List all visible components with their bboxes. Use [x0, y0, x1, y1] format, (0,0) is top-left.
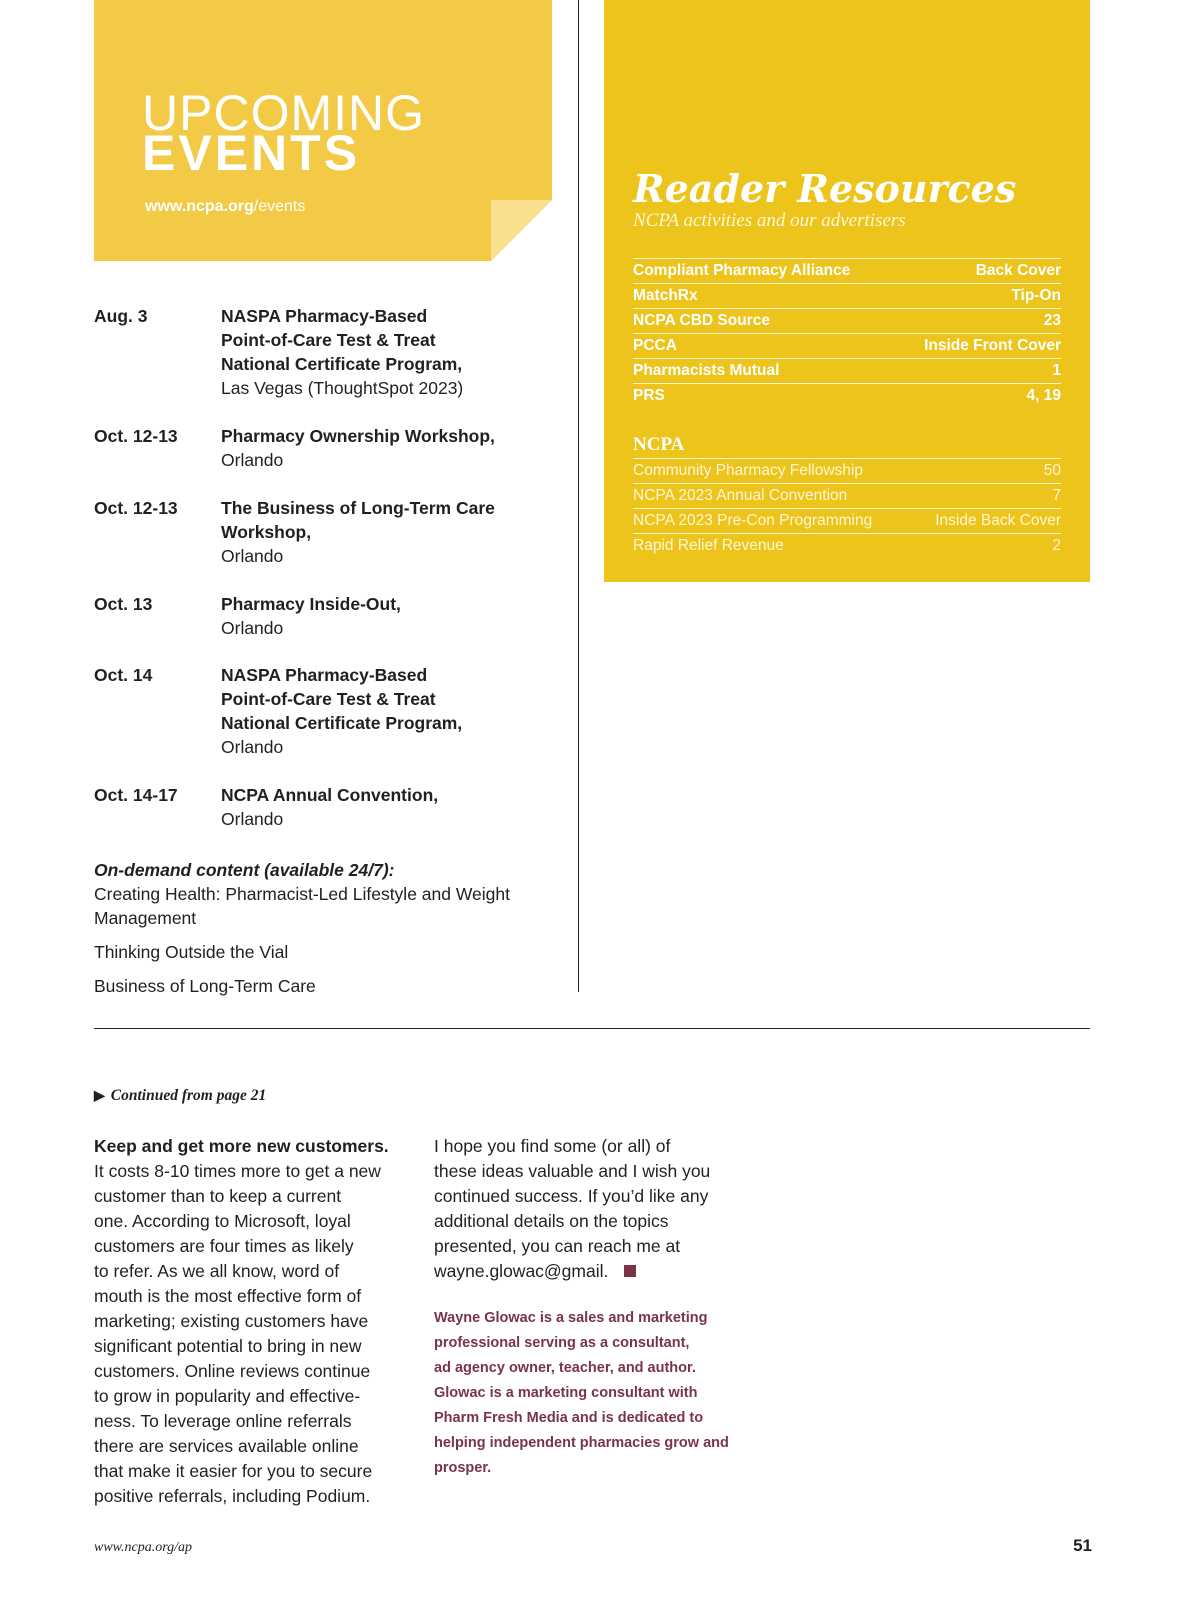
resource-page: Inside Back Cover	[935, 512, 1061, 529]
events-title-upcoming: UPCOMING	[142, 85, 425, 141]
resource-name: NCPA 2023 Annual Convention	[633, 487, 848, 504]
on-demand-item: Business of Long-Term Care	[94, 976, 316, 996]
events-url-domain: www.ncpa.org	[145, 198, 254, 215]
continued-from-note	[94, 1087, 266, 1105]
article-line: to grow in popularity and effective-	[94, 1386, 361, 1406]
article-line: positive referrals, including Podium.	[94, 1486, 371, 1506]
advertiser-page: Back Cover	[975, 262, 1061, 279]
article-line: customers. Online reviews continue	[94, 1361, 371, 1381]
article-line: customers are four times as likely	[94, 1236, 354, 1256]
advertiser-row	[633, 283, 1061, 308]
event-title-line: Workshop,	[221, 522, 312, 542]
play-triangle-icon: ▶	[94, 1089, 105, 1104]
advertiser-name: MatchRx	[633, 287, 698, 304]
advertiser-name: Pharmacists Mutual	[633, 362, 780, 379]
event-title-line: The Business of Long-Term Care	[221, 498, 495, 518]
advertiser-name: NCPA CBD Source	[633, 312, 770, 329]
event-location: Orlando	[221, 618, 284, 638]
advertiser-row	[633, 383, 1061, 408]
article-line: one. According to Microsoft, loyal	[94, 1211, 351, 1231]
event-location: Orlando	[221, 546, 284, 566]
events-title-events: EVENTS	[142, 125, 361, 181]
bio-line: Pharm Fresh Media and is dedicated to	[434, 1410, 704, 1426]
ncpa-resource-row	[633, 533, 1061, 558]
event-title-line: Pharmacy Ownership Workshop,	[221, 426, 495, 446]
events-url-link[interactable]	[145, 198, 305, 216]
event-date: Oct. 14-17	[94, 785, 178, 805]
advertiser-name: Compliant Pharmacy Alliance	[633, 262, 851, 279]
advertiser-name: PRS	[633, 387, 665, 404]
article-line: I hope you find some (or all) of	[434, 1136, 671, 1156]
advertiser-page: 1	[1052, 362, 1061, 379]
advertiser-page: 4, 19	[1026, 387, 1061, 404]
ncpa-resource-row	[633, 508, 1061, 533]
bio-line: ad agency owner, teacher, and author.	[434, 1360, 696, 1376]
resource-name: NCPA 2023 Pre-Con Programming	[633, 512, 873, 529]
article-line: mouth is the most effective form of	[94, 1286, 362, 1306]
article-line: these ideas valuable and I wish you	[434, 1161, 711, 1181]
article-line: additional details on the topics	[434, 1211, 669, 1231]
advertiser-row	[633, 258, 1061, 283]
column-divider	[578, 0, 579, 992]
on-demand-section	[94, 858, 564, 998]
page-fold-decoration	[491, 200, 552, 261]
article-line: there are services available online	[94, 1436, 359, 1456]
bio-line: Wayne Glowac is a sales and marketing	[434, 1310, 708, 1326]
on-demand-item: Creating Health: Pharmacist-Led Lifestyle and Weight Management	[94, 884, 511, 928]
advertiser-row	[633, 333, 1061, 358]
events-url-path: /events	[253, 198, 306, 215]
ncpa-resource-row	[633, 483, 1061, 508]
event-title-line: Pharmacy Inside-Out,	[221, 594, 401, 614]
event-date: Oct. 13	[94, 594, 153, 614]
advertiser-page: Inside Front Cover	[924, 337, 1061, 354]
event-location: Orlando	[221, 809, 284, 829]
article-line: significant potential to bring in new	[94, 1336, 362, 1356]
event-location: Orlando	[221, 737, 284, 757]
article-heading: Keep and get more new customers.	[94, 1136, 389, 1156]
page-number: 51	[1073, 1536, 1092, 1555]
event-title-line: Point-of-Care Test & Treat	[221, 689, 436, 709]
article-line: to refer. As we all know, word of	[94, 1261, 340, 1281]
continued-text: Continued from page 21	[110, 1087, 267, 1104]
article-line: It costs 8-10 times more to get a new	[94, 1161, 381, 1181]
author-email[interactable]: wayne.glowac@gmail.	[434, 1261, 609, 1281]
resource-page: 50	[1043, 462, 1061, 479]
bio-line: Glowac is a marketing consultant with	[434, 1385, 698, 1401]
article-line: continued success. If you’d like any	[434, 1186, 709, 1206]
event-title-line: Point-of-Care Test & Treat	[221, 330, 436, 350]
advertiser-row	[633, 358, 1061, 383]
section-divider	[94, 1028, 1090, 1029]
event-title-line: NASPA Pharmacy-Based	[221, 665, 428, 685]
advertiser-row	[633, 308, 1061, 333]
end-mark-icon	[624, 1265, 636, 1277]
bio-line: professional serving as a consultant,	[434, 1335, 690, 1351]
resource-name: Rapid Relief Revenue	[633, 537, 784, 554]
resource-page: 2	[1052, 537, 1061, 554]
footer-url-link[interactable]: www.ncpa.org/ap	[94, 1540, 193, 1555]
event-date: Oct. 12-13	[94, 426, 178, 446]
event-title-line: NASPA Pharmacy-Based	[221, 306, 428, 326]
article-column-left	[94, 1134, 416, 1509]
article-line: presented, you can reach me at	[434, 1236, 681, 1256]
article-line: that make it easier for you to secure	[94, 1461, 373, 1481]
event-date: Oct. 12-13	[94, 498, 178, 518]
bio-line: helping independent pharmacies grow and	[434, 1435, 729, 1451]
event-title-line: NCPA Annual Convention,	[221, 785, 439, 805]
resource-page: 7	[1052, 487, 1061, 504]
ncpa-resource-row	[633, 458, 1061, 483]
resource-name: Community Pharmacy Fellowship	[633, 462, 863, 479]
event-location: Orlando	[221, 450, 284, 470]
advertiser-page: 23	[1043, 312, 1061, 329]
article-column-right	[434, 1134, 756, 1284]
event-title-line: National Certificate Program,	[221, 713, 463, 733]
event-date: Oct. 14	[94, 665, 153, 685]
advertiser-page: Tip-On	[1011, 287, 1061, 304]
advertiser-name: PCCA	[633, 337, 677, 354]
event-title-line: National Certificate Program,	[221, 354, 463, 374]
ncpa-heading: NCPA	[633, 434, 685, 455]
article-line: customer than to keep a current	[94, 1186, 342, 1206]
reader-resources-title: Reader Resources	[633, 166, 1017, 211]
on-demand-heading: On-demand content (available 24/7):	[94, 860, 395, 880]
article-line-email	[434, 1259, 756, 1284]
event-location: Las Vegas (ThoughtSpot 2023)	[221, 378, 464, 398]
article-line: marketing; existing customers have	[94, 1311, 369, 1331]
event-date: Aug. 3	[94, 306, 148, 326]
author-bio	[434, 1306, 756, 1481]
reader-resources-subtitle: NCPA activities and our advertisers	[633, 210, 906, 231]
bio-line: prosper.	[434, 1460, 492, 1476]
article-line: ness. To leverage online referrals	[94, 1411, 352, 1431]
on-demand-item: Thinking Outside the Vial	[94, 942, 289, 962]
